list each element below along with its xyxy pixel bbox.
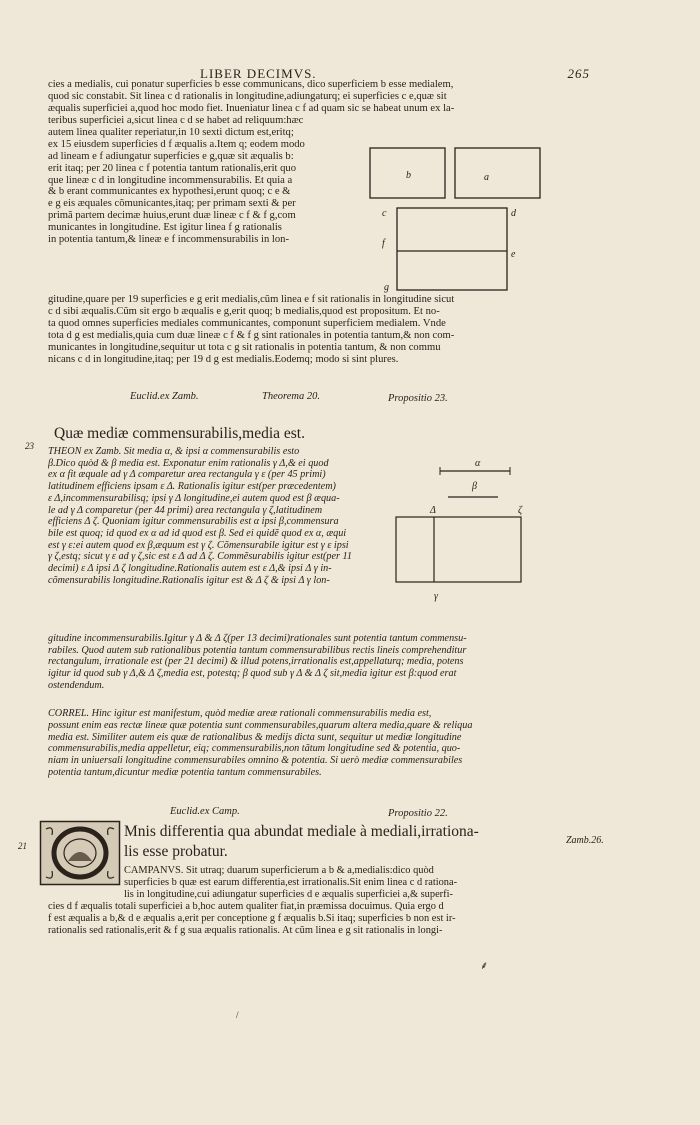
text-line: lis in longitudine,cui adiungatur superficies d e æqualis superficiei a,& superfi- [124, 888, 453, 900]
figure-label: β [472, 481, 477, 492]
margin-number: 21 [18, 841, 27, 851]
text-line: media est. Similiter autem eis quæ de rationalibus & medijs dicta sunt, sequitur ut mediæ longitudine [48, 731, 462, 743]
text-line: primã partem decimæ huius,erunt duæ lineæ c f & f g,com [48, 210, 296, 222]
text-line: æqualis superficiei a,quod hoc modo fiet. Inueniatur linea c f ad quam sic se habeat unum ex la- [48, 102, 455, 114]
text-line: potentia tantum,dicuntur mediæ potentia tantum commensurabiles. [48, 766, 322, 778]
proposition-title-line1: Mnis differentia qua abundat mediale à mediali,irrationa- [124, 823, 479, 840]
text-line: cies d f æqualis totali superficiei a b,hoc autem qualiter fiat,in præmissa docuimus. Quia ergo d [48, 901, 444, 912]
figure-label: c [382, 208, 387, 219]
text-line: CAMPANVS. Sit utraq; duarum superficierum a b & a,medialis:dico quòd [124, 865, 434, 876]
text-line: ex α fit æquale ad γ Δ comparetur area rectangula γ ε (per 45 primi) [48, 469, 326, 481]
folio-number: 265 [567, 66, 590, 81]
text-line: THEON ex Zamb. Sit media α, & ipsi α commensurabilis esto [48, 446, 300, 457]
figure-label: Δ [430, 505, 436, 516]
decorated-initial-o [40, 821, 120, 885]
proposition-title-line2: lis esse probatur. [124, 843, 228, 860]
proposition-title: Quæ mediæ commensurabilis,media est. [54, 425, 305, 442]
text-line: rabiles. Quod autem sub rationalibus potentia tantum commensurabilibus rectis lineis comprehenditur [48, 644, 467, 656]
margin-number: 23 [25, 441, 34, 451]
text-line: decimi) ε Δ ipsi Δ ζ longitudine.Rationalis autem est ε Δ,& ipsi Δ γ in- [48, 563, 332, 575]
text-line: f est æqualis a b,& d e æqualis a,erit per conceptione g f æqualis b.Si itaq; superficies b non est ir- [48, 912, 456, 924]
geometry-figure-2 [390, 455, 540, 605]
text-line: efficiens Δ ζ. Quoniam igitur commensurabilis est α ipsi β,commensura [48, 516, 339, 528]
text-line: est γ ε:ei autem quod ex β,æquum est γ ζ. Cõmensurabile igitur est γ ε ipsi [48, 539, 349, 551]
ink-speck: ⸙ [480, 960, 489, 972]
figure-label: e [511, 249, 516, 260]
proof-full [48, 901, 553, 937]
corollary [48, 708, 553, 779]
figure-label: α [475, 458, 481, 469]
text-line: que lineæ c d in longitudine incommensurabilis. Et quia a [48, 174, 293, 186]
proof-wide [48, 633, 553, 692]
text-line: rationalis sed rationalis,erit & f g sua æqualis rationalis. At cũm linea e g sit rationalis in longi- [48, 924, 443, 936]
text-line: possunt enim eas rectæ lineæ quæ potentia sunt commensurabiles,quarum altera media,quare & reliqua [48, 719, 473, 731]
zamberti-side-note: Zamb.26. [566, 835, 604, 846]
text-line: CORREL. Hinc igitur est manifestum, quòd mediæ areæ rationali commensurabilis media est, [48, 708, 432, 719]
text-line: latitudinem efficiens ipsam ε Δ. Rationalis igitur est(per præcedentem) [48, 481, 336, 493]
theorem-label: Theorema 20. [262, 391, 320, 402]
text-line: in potentia tantum,& lineæ e f incommensurabilis in lon- [48, 234, 289, 246]
source-label: Euclid.ex Camp. [170, 806, 240, 817]
text-line: bile est quoq; id quod ex α ad id quod est β. Sed ei quidẽ quod ex α, æqui [48, 527, 347, 539]
text-line: ad lineam e f adiungatur superficies e g,quæ sit æqualis b: [48, 150, 294, 162]
text-line: superficies b quæ est earum differentia,est irrationalis.Sit enim linea c d rationa- [124, 876, 458, 888]
text-line: gitudine,quare per 19 superficies e g erit medialis,cũm linea e f sit rationalis in longitudine sicut [48, 294, 455, 305]
figure-label: γ [434, 591, 438, 602]
text-line: commensurabilis,media appelletur, eiq; commensurabilis,non tãtum longitudine sed & potentia, quo- [48, 743, 461, 755]
text-line: le ad γ Δ comparetur (per 44 primi) area rectangula γ ζ,latitudinem [48, 504, 323, 516]
figure-label: f [382, 238, 385, 249]
text-line: cies a medialis, cui ponatur superficies b esse communicans, dico superficiem b esse medialem, [48, 79, 454, 90]
text-line: quod sic constabit. Sit linea c d rationalis in longitudine,adiungaturq; ei superficies c e,quæ sit [48, 90, 447, 102]
text-line: erit itaq; per 20 linea c f potentia tantum rationalis,erit quo [48, 162, 296, 174]
text-line: ta quod omnes superficies mediales communicantes, componunt superficiem medialem. Vnde [48, 317, 446, 329]
figure-label: a [484, 172, 489, 183]
proposition-label: Propositio 22. [388, 808, 448, 819]
ink-speck: / [236, 1010, 239, 1020]
figure-label: d [511, 208, 516, 219]
proposition-label: Propositio 23. [388, 393, 448, 404]
figure-label: ζ [518, 505, 523, 516]
text-line: nicans c d in longitudine,itaq; per 19 d g est medialis.Eodemq; modo si sint plures. [48, 353, 399, 365]
text-line: c d sibi æqualis.Cũm sit ergo b æqualis e g,erit quoq; b medialis,quod est propositum. Et no- [48, 305, 440, 317]
text-line: ex 15 eiusdem superficies d f æqualis a.Item q; eodem modo [48, 138, 305, 150]
text-line: niam in uniuersali longitudine commensurabiles omnino & potentia. Si uerò mediæ commensurabiles [48, 755, 463, 767]
text-line: ε Δ,incommensurabilisq; ipsi γ Δ longitudine,ei autem quod est β æqua- [48, 492, 340, 504]
running-title: LIBER DECIMVS. [200, 66, 317, 81]
figure-label: b [406, 170, 411, 181]
text-line: β.Dico quòd & β media est. Exponatur enim rationalis γ Δ,& ei quod [48, 457, 329, 469]
text-line: rectangulum, irrationale est (per 21 decimi) & illud potens,irrationalis est,appellaturq; media, potens [48, 656, 464, 668]
proof-narrow [48, 446, 393, 586]
text-line: & b erant communicantes ex hypothesi,erunt quoq; c e & [48, 186, 291, 198]
text-line: ostendendum. [48, 679, 105, 691]
text-line: gitudine incommensurabilis.Igitur γ Δ & Δ ζ(per 13 decimi)rationales sunt potentia tantum commensu- [48, 633, 467, 644]
proof-indented [124, 865, 544, 901]
text-line: municantes in longitudine,sequitur ut tota c g sit rationalis in potentia tantum, & non commu [48, 341, 441, 353]
figure-label: g [384, 282, 389, 293]
text-line: tota d g est medialis,quia cum duæ lineæ c f & f g sint rationales in potentia tantum,& non com- [48, 329, 455, 341]
text-line: cõmensurabilis longitudine.Rationalis igitur est & Δ ζ & ipsi Δ γ lon- [48, 574, 330, 586]
text-line: igitur id quod sub γ Δ,& Δ ζ,media est, potestq; β quod sub γ Δ & Δ ζ sit,media igitur est β:quod erat [48, 668, 457, 680]
text-line: municantes in longitudine. Est igitur linea f g rationalis [48, 222, 282, 234]
text-line: autem linea qualiter reperiatur,in 10 sexti dictum est,eritq; [48, 126, 294, 138]
source-label: Euclid.ex Zamb. [130, 391, 199, 402]
text-line: γ ζ,estq; sicut γ ε ad γ ζ,sic est ε Δ ad Δ ζ. Commẽsurabilis igitur est(per 11 [48, 551, 352, 563]
text-line: e g eis æquales cõmunicantes,itaq; per primam sexti & per [48, 198, 296, 210]
text-line: teribus superficiei a,sicut linea c d se habet ad reliquum:hæc [48, 115, 304, 126]
geometry-figure-1 [360, 140, 570, 300]
